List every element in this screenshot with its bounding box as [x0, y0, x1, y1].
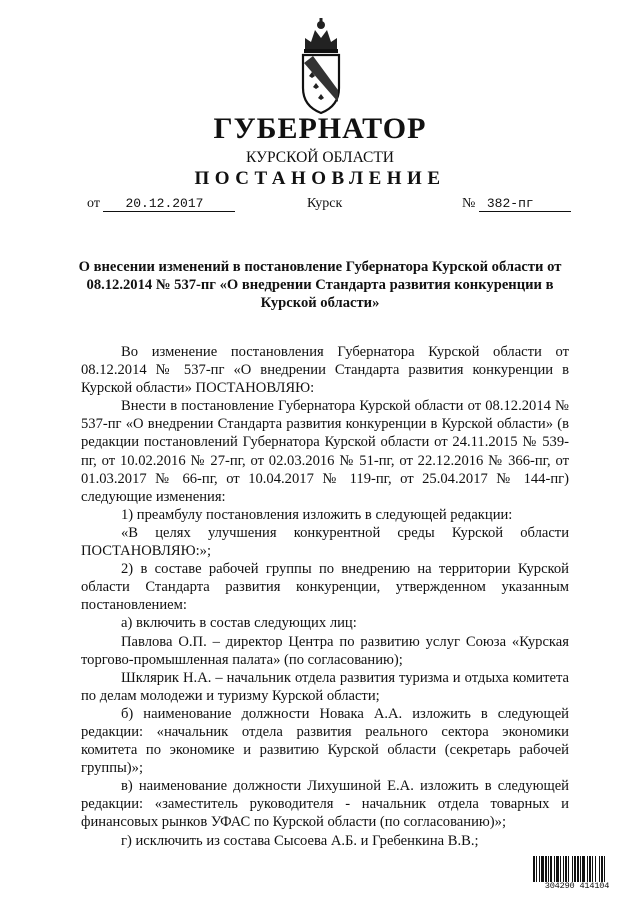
- barcode-bar: [545, 856, 547, 882]
- date-prefix: от: [87, 196, 100, 211]
- document-number: [462, 195, 571, 213]
- barcode-bar: [554, 856, 555, 882]
- date-value: 20.12.2017: [103, 197, 235, 212]
- barcode-bar: [595, 856, 596, 882]
- issuer-title: ГУБЕРНАТОР: [213, 112, 427, 145]
- document-body: [81, 343, 569, 850]
- body-paragraph: г) исключить из состава Сысоева А.Б. и Гребенкина В.В.;: [121, 832, 479, 849]
- barcode-bar: [592, 856, 593, 882]
- body-paragraph: 2) в составе рабочей группы по внедрению на территории Курской области Стандарта развития конкуренции, утвержденном указанным постановлением:: [81, 561, 569, 614]
- body-paragraph: б) наименование должности Новака А.А. изложить в следующей редакции: «начальник отдела развития реального сектора экономики комитета по экономике и развитию Курской области (секретарь рабочей группы)»;: [81, 705, 569, 777]
- barcode-bar: [556, 856, 559, 882]
- body-paragraph: «В целях улучшения конкурентной среды Курской области ПОСТАНОВЛЯЮ:»;: [81, 524, 569, 560]
- barcode-bar: [568, 856, 569, 882]
- barcode-bar: [580, 856, 581, 882]
- barcode-bar: [599, 856, 600, 882]
- region-title: КУРСКОЙ ОБЛАСТИ: [245, 149, 394, 166]
- barcode-bar: [533, 856, 535, 882]
- document-date: [87, 195, 235, 213]
- body-paragraph: Во изменение постановления Губернатора Курской области от 08.12.2014 № 537-пг «О внедрении Стандарта развития конкуренции в Курской области» ПОСТАНОВЛЯЮ:: [81, 344, 569, 397]
- number-prefix: №: [462, 196, 476, 211]
- barcode-bar: [536, 856, 537, 882]
- barcode-bar: [563, 856, 564, 882]
- barcode-number: 304290 414104: [544, 881, 610, 891]
- body-paragraph: а) включить в состав следующих лиц:: [121, 615, 357, 632]
- barcode-bar: [550, 856, 552, 882]
- number-value: 382-пг: [479, 197, 571, 212]
- body-paragraph: в) наименование должности Лихушиной Е.А. изложить в следующей редакции: «заместитель руководителя - начальник отдела товарных и финансовых рынков УФАС по Курской области (по согласованию)»;: [81, 778, 569, 831]
- barcode-bar: [574, 856, 576, 882]
- barcode-bar: [565, 856, 567, 882]
- barcode-bar: [560, 856, 561, 882]
- barcode-bars: [532, 856, 622, 882]
- barcode-bar: [548, 856, 549, 882]
- kursk-oblast-coat-of-arms-icon: [291, 16, 351, 116]
- barcode-bar: [539, 856, 540, 882]
- barcode-bar: [601, 856, 603, 882]
- barcode-bar: [582, 856, 585, 882]
- document-city: Курск: [307, 196, 343, 211]
- body-paragraph: Шклярик Н.А. – начальник отдела развития туризма и отдыха комитета по делам молодежи и туризму Курской области;: [81, 669, 569, 704]
- barcode-bar: [577, 856, 579, 882]
- document-type: ПОСТАНОВЛЕНИЕ: [194, 168, 446, 189]
- barcode-bar: [589, 856, 591, 882]
- barcode-bar: [572, 856, 573, 882]
- barcode-bar: [604, 856, 605, 882]
- document-subject: О внесении изменений в постановление Губернатора Курской области от 08.12.2014 № 537-пг «О внедрении Стандарта развития конкуренции в Курской области»: [78, 259, 562, 311]
- body-paragraph: 1) преамбулу постановления изложить в следующей редакции:: [121, 506, 513, 523]
- barcode-bar: [541, 856, 544, 882]
- body-paragraph: Павлова О.П. – директор Центра по развитию услуг Союза «Курская торгово-промышленная палата» (по согласованию);: [81, 633, 569, 668]
- barcode-bar: [587, 856, 588, 882]
- body-paragraph: Внести в постановление Губернатора Курской области от 08.12.2014 № 537-пг «О внедрении Стандарта развития конкуренции в Курской области» (в редакции постановлений Губернатора Курской области от 24.11.2015 № 539-пг, от 10.02.2016 № 27-пг, от 02.03.2016 № 51-пг, от 22.12.2016 № 366-пг, от 01.03.2017 № 66-пг, от 10.04.2017 № 119-пг, от 25.04.2017 № 144-пг) следующие изменения:: [81, 398, 569, 505]
- barcode: [532, 856, 622, 892]
